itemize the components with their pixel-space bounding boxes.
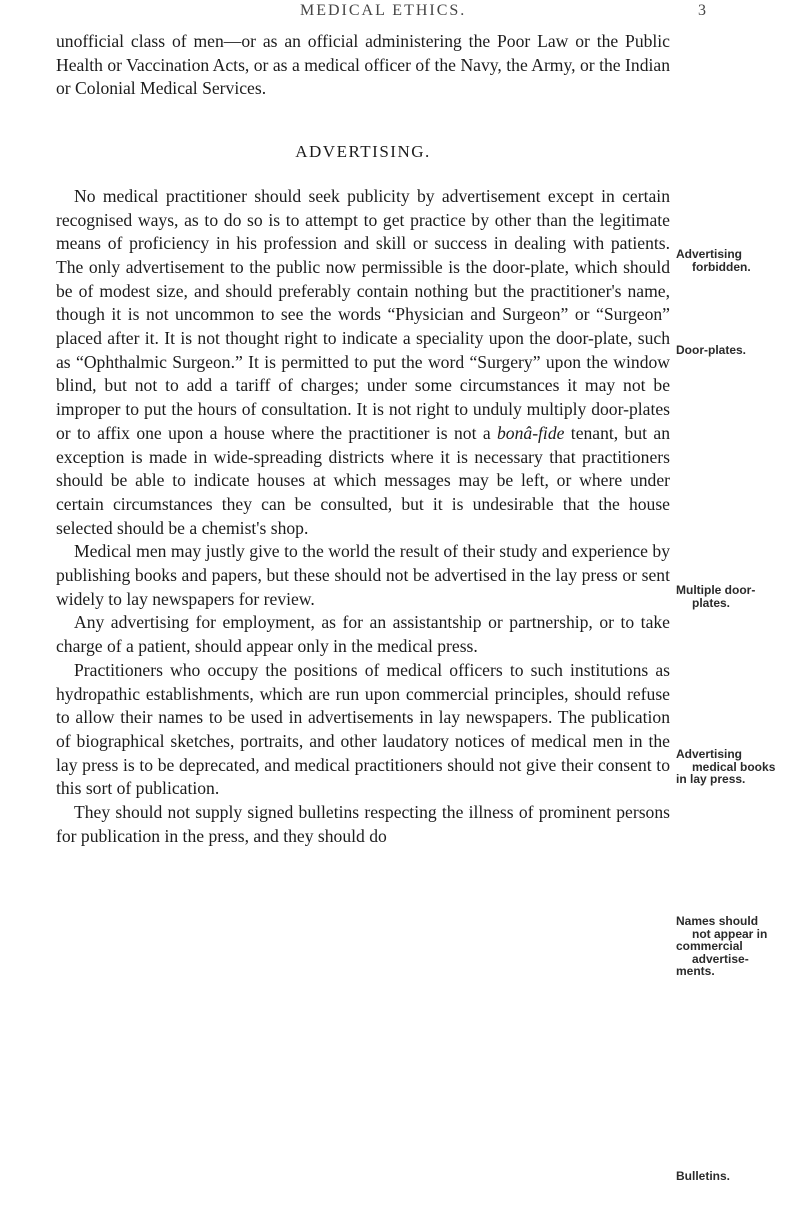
margin-note-bulletins [676, 1170, 798, 1183]
margin-note-line: medical books [692, 759, 776, 774]
running-head [0, 2, 800, 22]
running-head-title: MEDICAL ETHICS. [300, 2, 467, 19]
margin-note-multiple-door-plates [676, 584, 798, 609]
margin-note-line: in lay press. [676, 772, 746, 786]
margin-note-line: Multiple door- [676, 583, 756, 597]
page-number: 3 [698, 2, 706, 19]
margin-note-advertising-forbidden [676, 248, 798, 273]
paragraph-books: Medical men may justly give to the world the result of their study and experience by publishing books and papers, but these should not be advertised in the lay press or sent widely to lay newspapers for review. [56, 541, 670, 609]
margin-note-line: plates. [692, 595, 731, 610]
margin-note-line: commercial [676, 939, 743, 953]
paragraph-continued: unofficial class of men—or as an official administering the Poor Law or the Public Health or Vaccination Acts, or as a medical officer of the Navy, the Army, or the Indian or Colonial Medical Services. [56, 31, 670, 99]
paragraph-advertising [56, 185, 670, 541]
paragraph-advertising-text-end: tenant, but an exception is made in wide-spreading districts where it is necessary that practitioners should be able to indicate houses at which messages may be left, or where under certain circumstances they can be consulted, but it is undesirable that the house selected should be a chemist's shop. [56, 422, 671, 538]
body-text [56, 30, 670, 849]
margin-note-line: Door-plates. [676, 343, 747, 357]
margin-note-line: Advertising [676, 247, 743, 261]
paragraph-advertising-text: No medical practitioner should seek publicity by advertisement except in certain recognised ways, as to do so is to attempt to get practice by other than the legitimate means of proficiency in his profession and skill or success in dealing with patients. The only advertisement to the public now permissible is the door-plate, which should be of modest size, and should preferably contain nothing but the practitioner's name, though it is not uncommon to see the words “Physician and Surgeon” or “Surgeon” placed after it. It is not thought right to indicate a speciality upon the door-plate, such as “Ophthalmic Surgeon.” It is permitted to put the word “Surgery” upon the window blind, but not to add a tariff of charges; under some circumstances it may not be improper to put the hours of consultation. It is not right to unduly multiply door-plates or to affix one upon a house where the practitioner is not a [56, 185, 670, 443]
margin-note-advertising-books [676, 748, 798, 786]
paragraph-institutions: Practitioners who occupy the positions of medical officers to such institutions as hydropathic establishments, which are run upon commercial principles, should refuse to allow their names to be used in advertisements in lay newspapers. The publication of biographical sketches, portraits, and other laudatory notices of medical men in the lay press is to be deprecated, and medical practitioners should not give their consent to this sort of publication. [56, 659, 670, 799]
paragraph-employment: Any advertising for employment, as for an assistantship or partnership, or to take charge of a patient, should appear only in the medical press. [56, 612, 670, 657]
margin-note-line: not appear in [692, 926, 768, 941]
margin-note-door-plates [676, 344, 798, 357]
paragraph-bulletins: They should not supply signed bulletins respecting the illness of prominent persons for publication in the press, and they should do [56, 802, 670, 846]
margin-note-line: ments. [676, 964, 715, 978]
section-heading: ADVERTISING. [295, 142, 431, 162]
italic-bona-fide: bonâ-fide [497, 422, 565, 443]
margin-note-names-not-appear [676, 915, 798, 978]
margin-note-line: advertise- [692, 951, 749, 966]
margin-note-line: Advertising [676, 747, 743, 761]
margin-note-line: Bulletins. [676, 1169, 731, 1183]
margin-note-line: Names should [676, 914, 759, 928]
margin-note-line: forbidden. [692, 259, 751, 274]
